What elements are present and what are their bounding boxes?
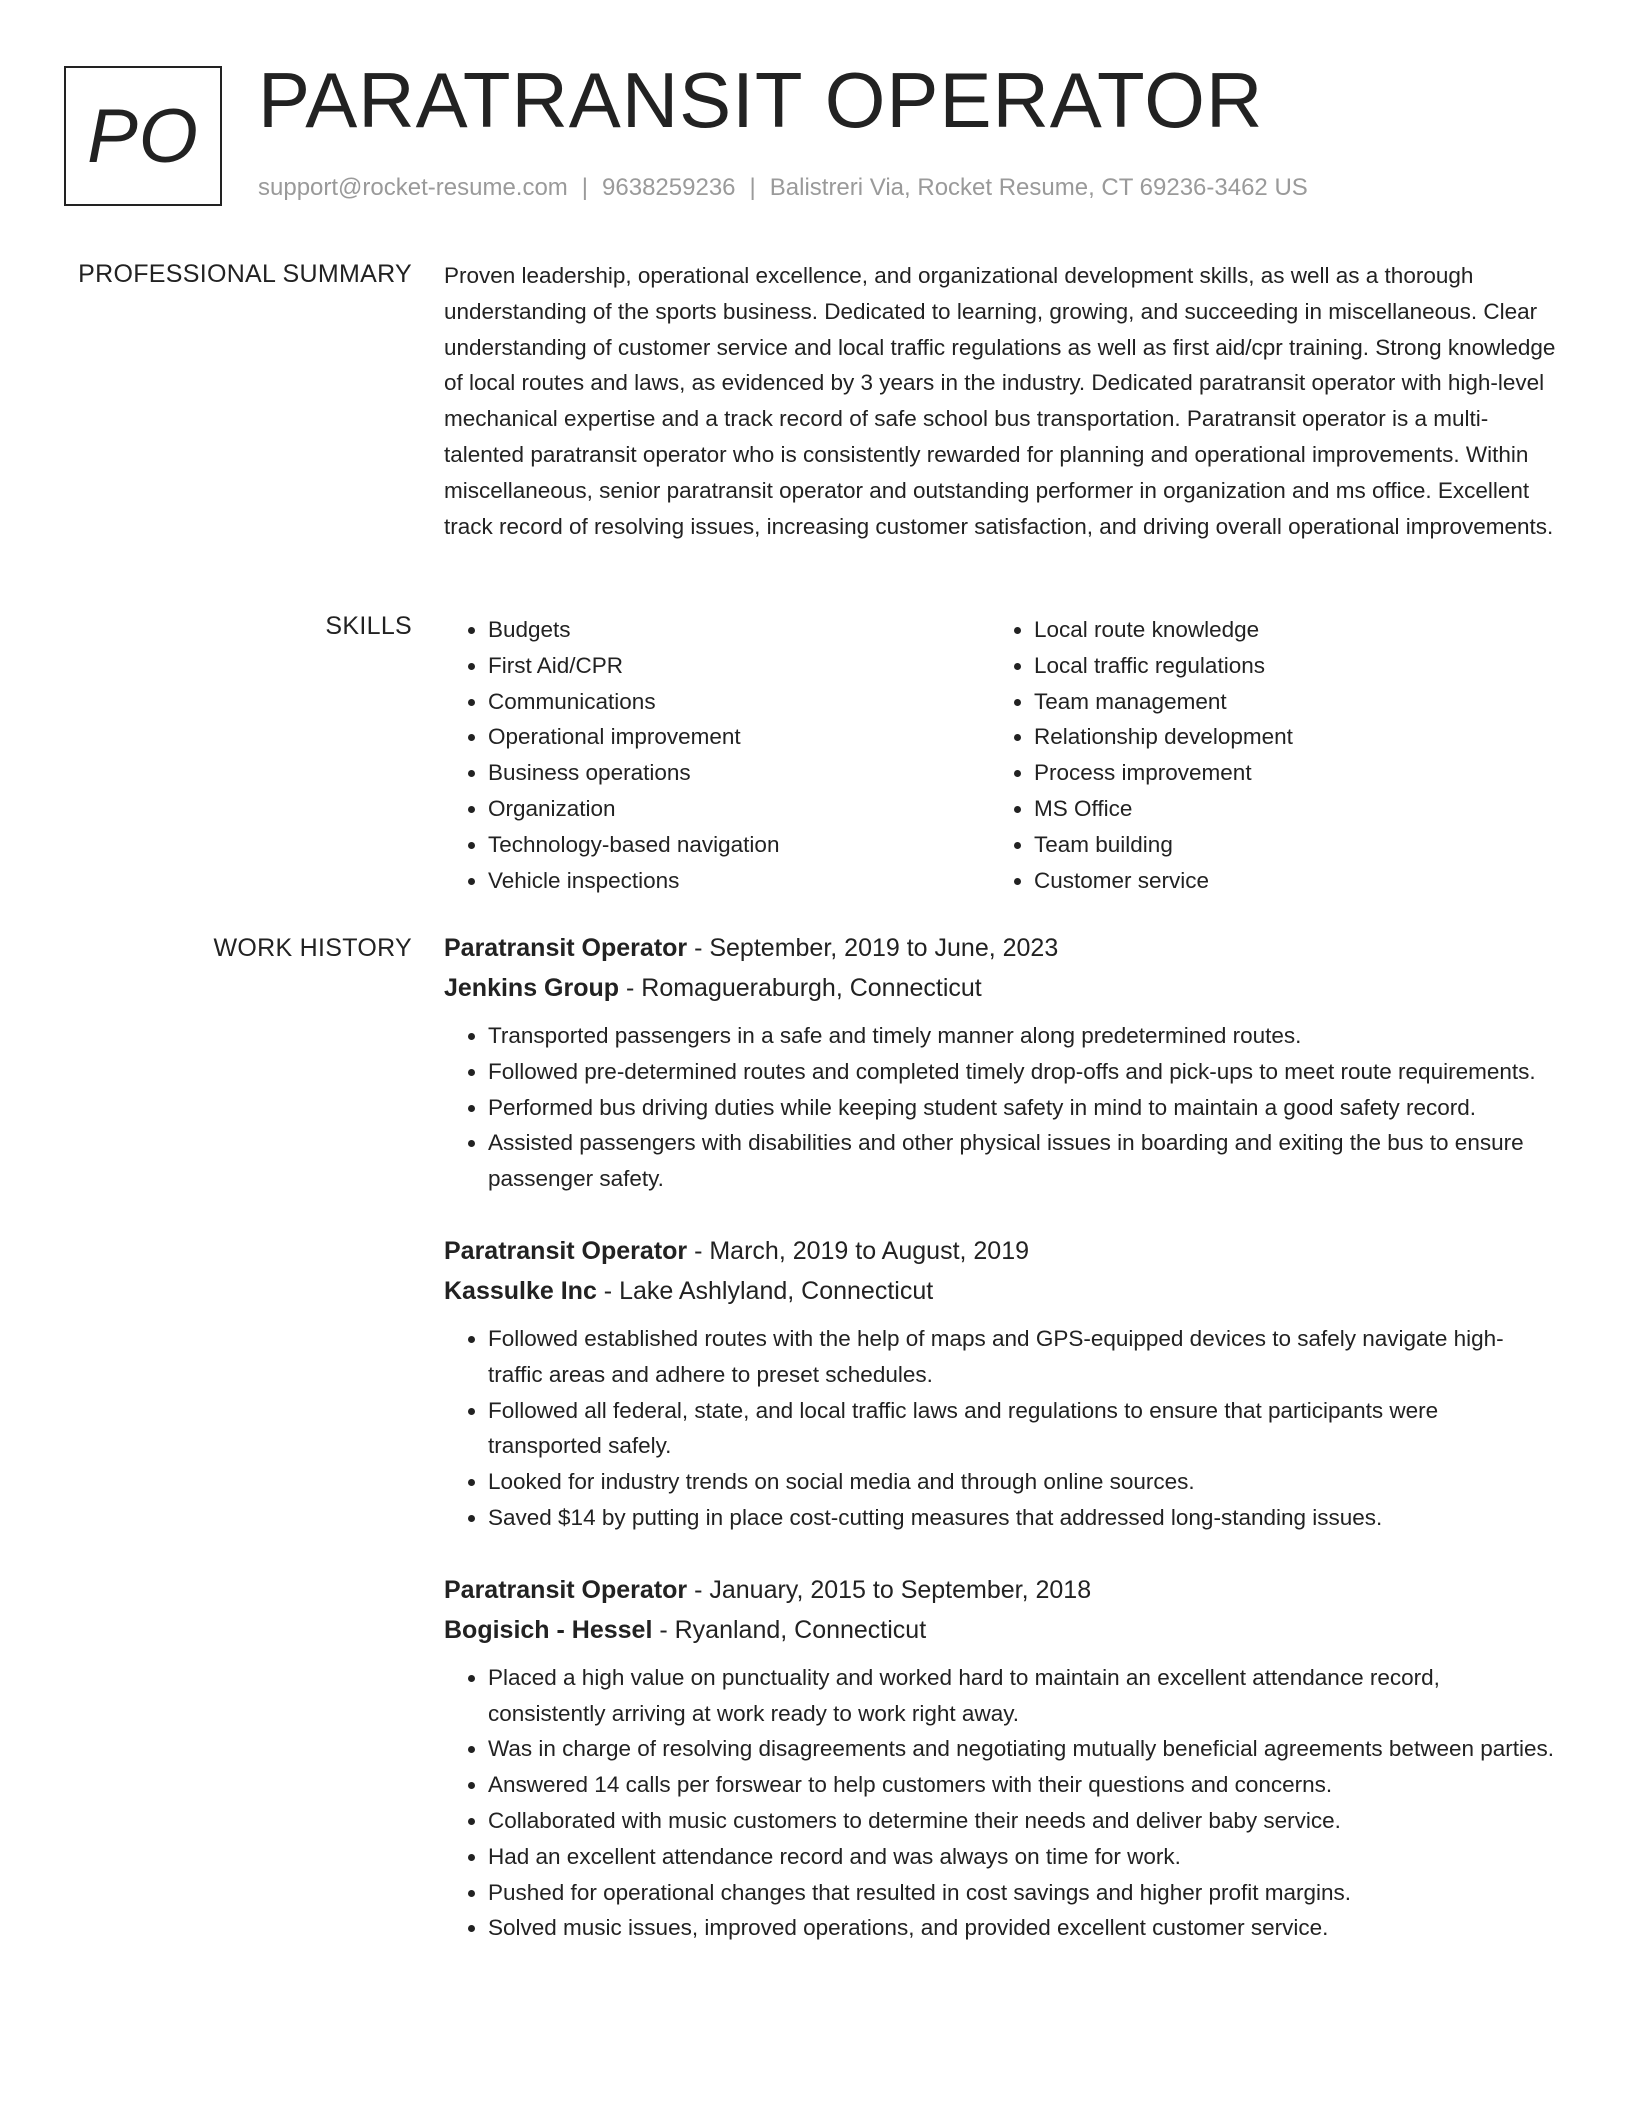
job-bullets: [444, 1018, 1556, 1197]
contact-address: Balistreri Via, Rocket Resume, CT 69236-3462 US: [769, 174, 1308, 201]
skill-item: • Team building: [1034, 827, 1536, 863]
summary-text: Proven leadership, operational excellence, and organizational development skills, as well as a thorough understanding of the sports business. Dedicated to learning, growing, and succeeding in miscellaneous. Clear understanding of customer service and local traffic regulations as well as first aid/cpr training. Strong knowledge of local routes and laws, as evidenced by 3 years in the industry. Dedicated paratransit operator with high-level mechanical expertise and a track record of safe school bus transportation. Paratransit operator is a multi-talented paratransit operator who is consistently rewarded for planning and operational improvements. Within miscellaneous, senior paratransit operator and outstanding performer in organization and ms office. Excellent track record of resolving issues, increasing customer satisfaction, and driving overall operational improvements.: [444, 263, 1556, 539]
skills-right-list: [990, 612, 1536, 898]
skills-body: [444, 612, 1556, 898]
job-location: - Ryanland, Connecticut: [652, 1615, 927, 1644]
job-bullet: • Collaborated with music customers to determine their needs and deliver baby service.: [488, 1803, 1556, 1839]
skill-item: • Customer service: [1034, 863, 1536, 899]
job-bullet: • Followed all federal, state, and local traffic laws and regulations to ensure that participants were transported safely.: [488, 1393, 1556, 1465]
contact-email: support@rocket-resume.com: [258, 174, 568, 201]
job-company-line: [444, 1610, 1556, 1650]
job-dates: - March, 2019 to August, 2019: [687, 1236, 1030, 1265]
job-role: Paratransit Operator: [444, 1575, 688, 1604]
job-location: - Lake Ashlyland, Connecticut: [596, 1276, 934, 1305]
skills-left-list: [444, 612, 990, 898]
job-bullet: • Was in charge of resolving disagreements and negotiating mutually beneficial agreements between parties.: [488, 1731, 1556, 1767]
job-entry: [444, 1570, 1556, 1946]
job-entry: [444, 1231, 1556, 1536]
job-bullets: [444, 1660, 1556, 1946]
summary-heading: PROFESSIONAL SUMMARY: [78, 260, 412, 288]
job-dates: - January, 2015 to September, 2018: [687, 1575, 1092, 1604]
job-role: Paratransit Operator: [444, 1236, 688, 1265]
job-role: Paratransit Operator: [444, 934, 688, 962]
skill-item: • Local traffic regulations: [1034, 648, 1536, 684]
monogram-text: PO: [87, 93, 199, 179]
job-bullet: • Placed a high value on punctuality and worked hard to maintain an excellent attendance record, consistently arriving at work ready to work right away.: [488, 1660, 1556, 1732]
job-title-line: [444, 1231, 1556, 1271]
contact-line: [258, 174, 1308, 202]
resume-name: PARATRANSIT OPERATOR: [258, 56, 1264, 144]
contact-separator: |: [581, 174, 589, 201]
job-company-line: [444, 1271, 1556, 1311]
job-bullet: • Pushed for operational changes that resulted in cost savings and higher profit margins.: [488, 1875, 1556, 1911]
job-company: Bogisich - Hessel: [444, 1615, 653, 1644]
work-history-heading: WORK HISTORY: [213, 934, 412, 962]
skill-item: • Technology-based navigation: [488, 827, 990, 863]
job-dates: - September, 2019 to June, 2023: [687, 934, 1059, 962]
summary-body: [444, 258, 1556, 544]
skill-item: • Business operations: [488, 755, 990, 791]
skill-item: • Communications: [488, 684, 990, 720]
skill-item: • Team management: [1034, 684, 1536, 720]
skills-heading: SKILLS: [325, 612, 412, 640]
skill-item: • Budgets: [488, 612, 990, 648]
job-bullet: • Followed pre-determined routes and completed timely drop-offs and pick-ups to meet route requirements.: [488, 1054, 1556, 1090]
skill-item: • First Aid/CPR: [488, 648, 990, 684]
job-company: Jenkins Group: [444, 974, 620, 1002]
skill-item: • MS Office: [1034, 791, 1536, 827]
job-company: Kassulke Inc: [444, 1276, 597, 1305]
job-bullet: • Followed established routes with the help of maps and GPS-equipped devices to safely navigate high-traffic areas and adhere to preset schedules.: [488, 1321, 1556, 1393]
skill-item: • Local route knowledge: [1034, 612, 1536, 648]
job-bullets: [444, 1321, 1556, 1536]
skill-item: • Vehicle inspections: [488, 863, 990, 899]
job-bullet: • Assisted passengers with disabilities and other physical issues in boarding and exiting the bus to ensure passenger safety.: [488, 1125, 1556, 1197]
job-location: - Romaguerаburgh, Connecticut: [619, 974, 982, 1002]
contact-separator: |: [749, 174, 756, 201]
job-title-line: [444, 1570, 1556, 1610]
skill-item: • Relationship development: [1034, 719, 1536, 755]
job-bullet: • Saved $14 by putting in place cost-cutting measures that addressed long-standing issues.: [488, 1500, 1556, 1536]
contact-phone: 9638259236: [602, 174, 736, 201]
skill-item: • Organization: [488, 791, 990, 827]
job-bullet: • Solved music issues, improved operations, and provided excellent customer service.: [488, 1910, 1556, 1946]
job-bullet: • Had an excellent attendance record and was always on time for work.: [488, 1839, 1556, 1875]
skill-item: • Operational improvement: [488, 719, 990, 755]
job-bullet: • Transported passengers in a safe and timely manner along predetermined routes.: [488, 1018, 1556, 1054]
monogram-box: [64, 66, 222, 206]
job-bullet: • Performed bus driving duties while keeping student safety in mind to maintain a good safety record.: [488, 1090, 1556, 1126]
job-entry: [444, 928, 1556, 1197]
job-title-line: [444, 928, 1556, 968]
skill-item: • Process improvement: [1034, 755, 1536, 791]
job-bullet: • Answered 14 calls per forswear to help customers with their questions and concerns.: [488, 1767, 1556, 1803]
job-company-line: [444, 968, 1556, 1008]
job-bullet: • Looked for industry trends on social media and through online sources.: [488, 1464, 1556, 1500]
work-history-body: [444, 928, 1556, 1980]
